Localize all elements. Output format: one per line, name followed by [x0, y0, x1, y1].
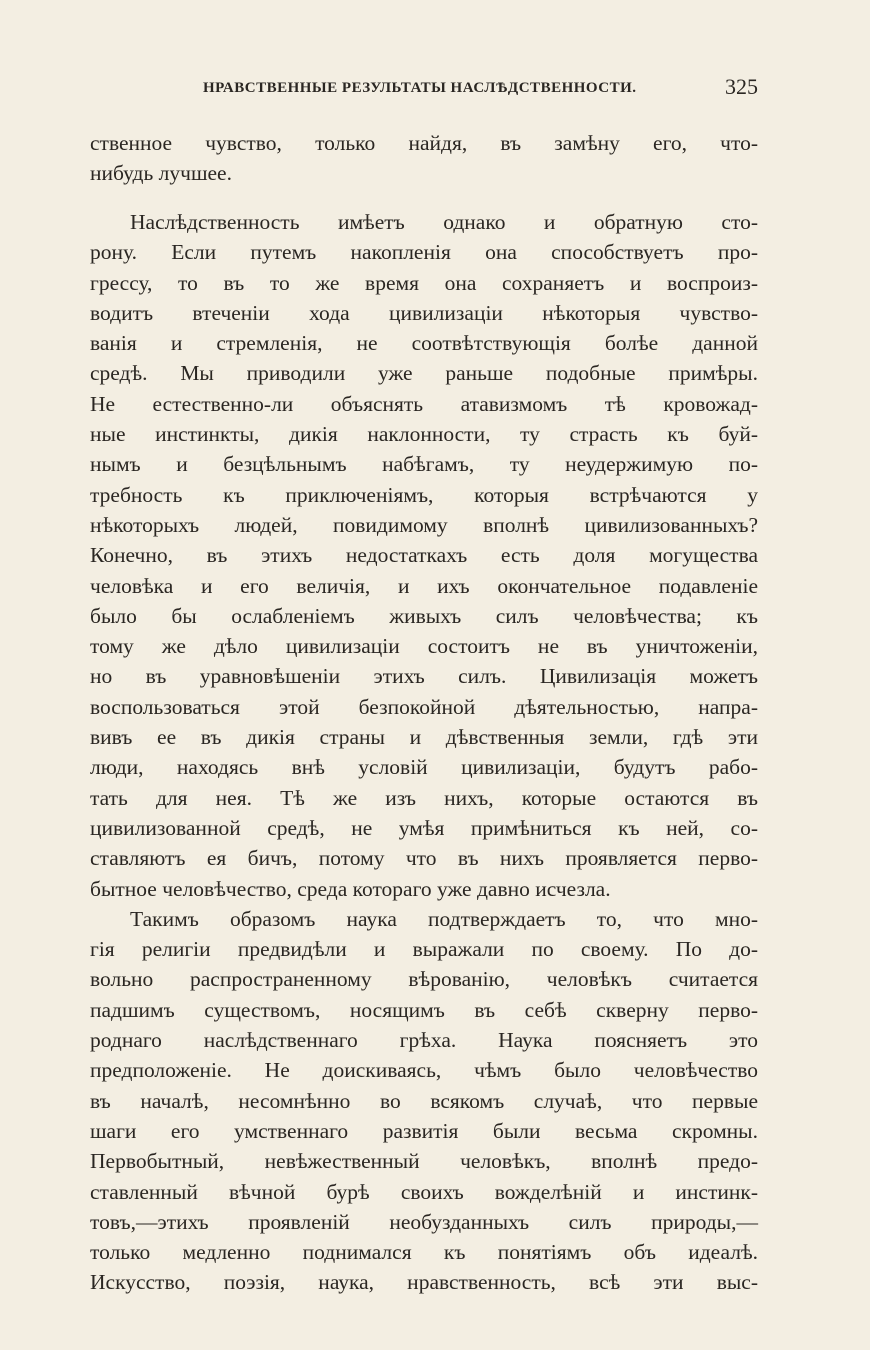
text-line: ставленный вѣчной бурѣ своихъ вожделѣній и инстинк-: [90, 1179, 758, 1204]
text-line: вивъ ее въ дикія страны и дѣвственныя земли, гдѣ эти: [90, 725, 758, 750]
text-line: требность къ приключеніямъ, которыя встрѣчаются у: [90, 482, 758, 507]
body-text: [90, 207, 758, 1298]
text-line: гія религіи предвидѣли и выражали по своему. По до-: [90, 937, 758, 962]
text-line: было бы ослабленіемъ живыхъ силъ человѣчества; къ: [90, 603, 758, 628]
text-line: тать для нея. Тѣ же изъ нихъ, которые остаются въ: [90, 785, 758, 810]
paragraph-2: [90, 904, 758, 1298]
text-line: Не естественно-ли объяснять атавизмомъ тѣ кровожад-: [90, 391, 758, 416]
text-line: водитъ втеченіи хода цивилизаціи нѣкоторыя чувство-: [90, 300, 758, 325]
text-line: Искусство, поэзія, наука, нравственность, всѣ эти выс-: [90, 1270, 758, 1295]
text-line: Наслѣдственность имѣетъ однако и обратную сто-: [130, 210, 758, 234]
text-line: падшимъ существомъ, носящимъ въ себѣ скверну перво-: [90, 997, 758, 1022]
text-line: только медленно поднимался къ понятіямъ объ идеалѣ.: [90, 1240, 758, 1265]
text-line: человѣка и его величія, и ихъ окончательное подавленіе: [90, 573, 758, 598]
text-line: предположеніе. Не доискиваясь, чѣмъ было человѣчество: [90, 1058, 758, 1083]
text-line: Такимъ образомъ наука подтверждаетъ то, что мно-: [130, 906, 758, 931]
text-line: ванія и стремленія, не соотвѣтствующія болѣе данной: [90, 331, 758, 356]
text-line: ственное чувство, только найдя, въ замѣну его, что-: [90, 131, 758, 155]
text-line: средѣ. Мы приводили уже раньше подобные примѣры.: [90, 361, 758, 386]
text-line: нымъ и безцѣльнымъ набѣгамъ, ту неудержимую по-: [90, 452, 758, 477]
text-line: ставляютъ ея бичъ, потому что въ нихъ проявляется перво-: [90, 846, 758, 871]
text-line: рону. Если путемъ накопленія она способствуетъ про-: [90, 240, 758, 265]
text-line: грессу, то въ то же время она сохраняетъ и воспроиз-: [90, 270, 758, 295]
running-head: [90, 76, 758, 106]
text-line: вольно распространенному вѣрованію, человѣкъ считается: [90, 967, 758, 992]
text-line: нибудь лучшее.: [90, 161, 232, 186]
text-line: роднаго наслѣдственнаго грѣха. Наука поясняетъ это: [90, 1028, 758, 1053]
text-line: бытное человѣчество, среда котораго уже давно исчезла.: [90, 876, 611, 901]
running-title: НРАВСТВЕННЫЕ РЕЗУЛЬТАТЫ НАСЛѢДСТВЕННОСТИ.: [203, 80, 637, 96]
text-line: цивилизованной средѣ, не умѣя примѣниться къ ней, со-: [90, 815, 758, 840]
text-line: нѣкоторыхъ людей, повидимому вполнѣ цивилизованныхъ?: [90, 512, 758, 537]
text-line: воспользоваться этой безпокойной дѣятельностью, напра-: [90, 694, 758, 719]
paragraph-1: [90, 207, 758, 904]
text-line: шаги его умственнаго развитія были весьма скромны.: [90, 1118, 758, 1143]
text-line: ные инстинкты, дикія наклонности, ту страсть къ буй-: [90, 422, 758, 447]
text-line: люди, находясь внѣ условій цивилизаціи, будутъ рабо-: [90, 755, 758, 780]
text-line: Первобытный, невѣжественный человѣкъ, вполнѣ предо-: [90, 1149, 758, 1174]
text-line: тому же дѣло цивилизаціи состоитъ не въ уничтоженіи,: [90, 634, 758, 659]
carryover-paragraph: [90, 128, 758, 189]
text-line: товъ,—этихъ проявленій необузданныхъ силъ природы,—: [90, 1209, 758, 1234]
text-line: Конечно, въ этихъ недостаткахъ есть доля могущества: [90, 543, 758, 568]
text-line: но въ уравновѣшеніи этихъ силъ. Цивилизація можетъ: [90, 664, 758, 689]
text-line: въ началѣ, несомнѣнно во всякомъ случаѣ, что первые: [90, 1088, 758, 1113]
page-number: 325: [725, 74, 758, 99]
